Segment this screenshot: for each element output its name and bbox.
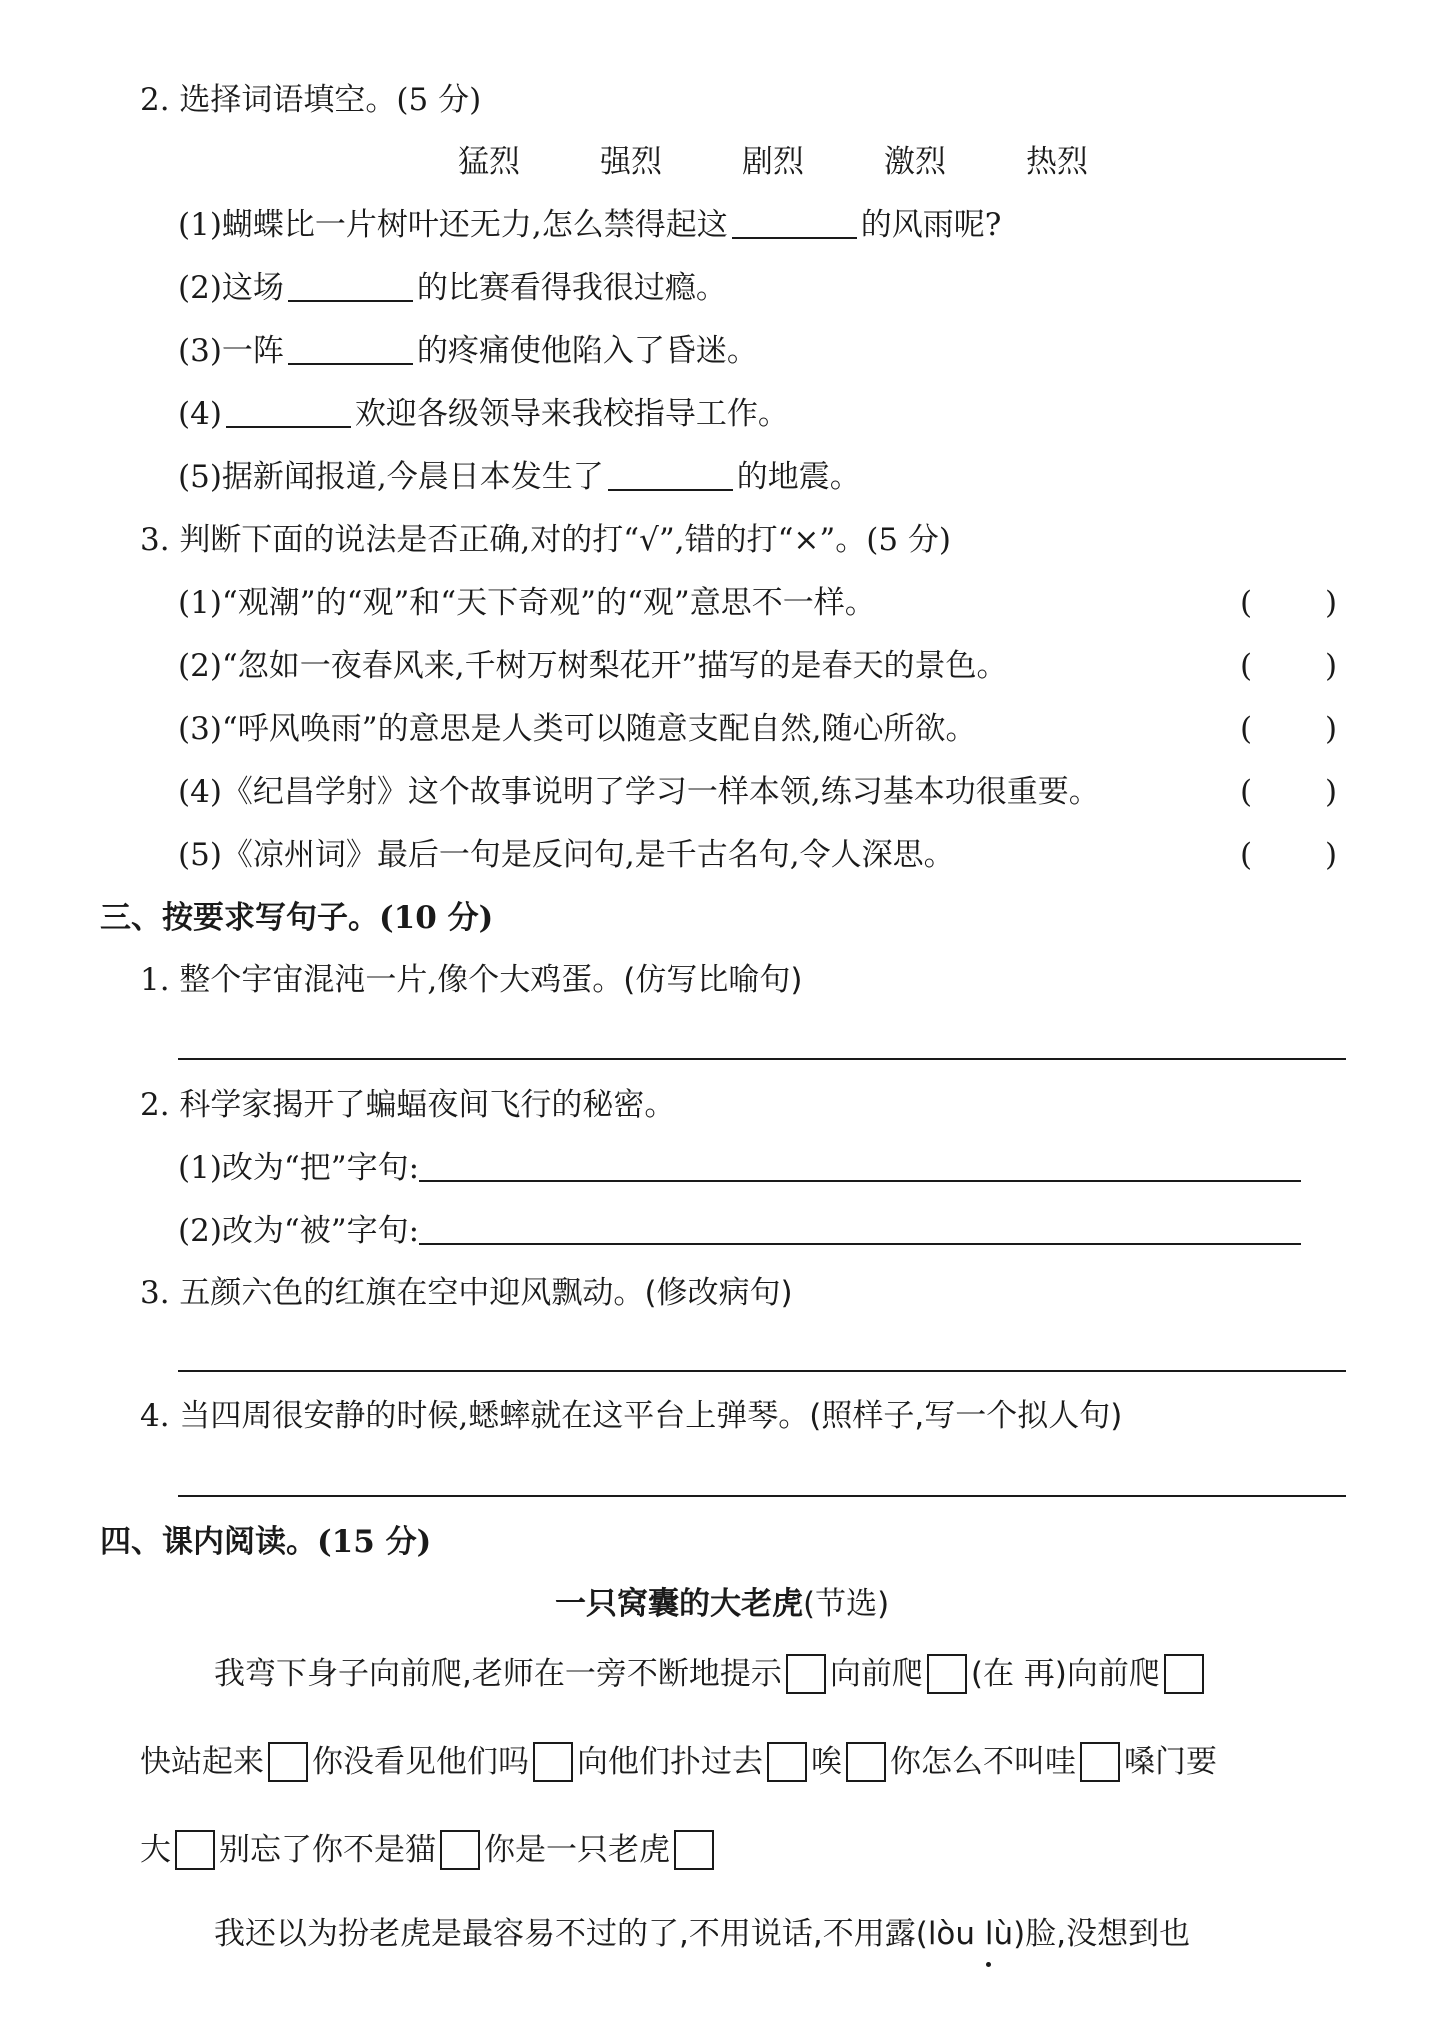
s3-q3: 3. 五颜六色的红旗在空中迎风飘动。(修改病句) xyxy=(140,1275,793,1311)
passage-title: 一只窝囊的大老虎(节选) xyxy=(555,1586,890,1622)
answer-box[interactable] xyxy=(1262,646,1320,686)
punctuation-box[interactable] xyxy=(846,1742,886,1782)
section-4-heading: 四、课内阅读。(15 分) xyxy=(100,1524,432,1560)
q3-heading: 3. 判断下面的说法是否正确,对的打“√”,错的打“×”。(5 分) xyxy=(140,522,952,558)
word-option: 强烈 xyxy=(600,144,662,180)
answer-paren-left: ( xyxy=(1240,837,1253,873)
word-option: 猛烈 xyxy=(458,144,520,180)
q2-item-1: (1)蝴蝶比一片树叶还无力,怎么禁得起这 的风雨呢? xyxy=(178,207,1002,243)
word-bank xyxy=(458,142,1168,182)
answer-paren-left: ( xyxy=(1240,585,1253,621)
q3-item-4: (4)《纪昌学射》这个故事说明了学习一样本领,练习基本功很重要。 xyxy=(178,774,1100,810)
passage-line-2: 快站起来 你没看见他们吗 向他们扑过去 唉 你怎么不叫哇 嗓门要 xyxy=(140,1744,1217,1780)
answer-box[interactable] xyxy=(1262,709,1320,749)
answer-paren-left: ( xyxy=(1240,774,1253,810)
q2-item-2: (2)这场 的比赛看得我很过瘾。 xyxy=(178,270,727,306)
fill-blank[interactable] xyxy=(608,459,733,491)
punctuation-box[interactable] xyxy=(674,1830,714,1870)
fill-blank[interactable] xyxy=(226,396,351,428)
passage-line-3: 大 别忘了你不是猫 你是一只老虎 xyxy=(140,1830,718,1870)
answer-box[interactable] xyxy=(1262,835,1320,875)
answer-paren-right: ) xyxy=(1325,837,1338,873)
answer-paren-left: ( xyxy=(1240,711,1253,747)
s3-q2: 2. 科学家揭开了蝙蝠夜间飞行的秘密。 xyxy=(140,1087,676,1123)
fill-blank[interactable] xyxy=(732,207,857,239)
answer-paren-right: ) xyxy=(1325,585,1338,621)
word-option: 剧烈 xyxy=(742,144,804,180)
fill-blank[interactable] xyxy=(288,270,413,302)
answer-box[interactable] xyxy=(1262,583,1320,623)
q2-item-3: (3)一阵 的疼痛使他陷入了昏迷。 xyxy=(178,333,758,369)
punctuation-box[interactable] xyxy=(767,1742,807,1782)
section-3-heading: 三、按要求写句子。(10 分) xyxy=(100,900,494,936)
q2-heading: 2. 选择词语填空。(5 分) xyxy=(140,82,482,118)
word-option: 激烈 xyxy=(884,144,946,180)
punctuation-box[interactable] xyxy=(1164,1654,1204,1694)
punctuation-box[interactable] xyxy=(1080,1742,1120,1782)
punctuation-box[interactable] xyxy=(927,1654,967,1694)
q3-item-2: (2)“忽如一夜春风来,千树万树梨花开”描写的是春天的景色。 xyxy=(178,648,1008,684)
punctuation-box[interactable] xyxy=(786,1654,826,1694)
answer-box[interactable] xyxy=(1262,772,1320,812)
answer-paren-right: ) xyxy=(1325,711,1338,747)
s3-q1: 1. 整个宇宙混沌一片,像个大鸡蛋。(仿写比喻句) xyxy=(140,962,803,998)
s3-q2-a: (1)改为“把”字句: xyxy=(178,1148,1301,1188)
punctuation-box[interactable] xyxy=(268,1742,308,1782)
punctuation-box[interactable] xyxy=(533,1742,573,1782)
answer-line[interactable] xyxy=(178,1495,1346,1497)
q3-item-5: (5)《凉州词》最后一句是反问句,是千古名句,令人深思。 xyxy=(178,837,955,873)
s3-q4: 4. 当四周很安静的时候,蟋蟀就在这平台上弹琴。(照样子,写一个拟人句) xyxy=(140,1398,1123,1434)
q3-item-1: (1)“观潮”的“观”和“天下奇观”的“观”意思不一样。 xyxy=(178,585,876,621)
q2-item-4: (4) 欢迎各级领导来我校指导工作。 xyxy=(178,396,789,432)
s3-q2-b: (2)改为“被”字句: xyxy=(178,1211,1301,1251)
q3-item-3: (3)“呼风唤雨”的意思是人类可以随意支配自然,随心所欲。 xyxy=(178,711,977,747)
word-option: 热烈 xyxy=(1026,144,1088,180)
q2-item-5: (5)据新闻报道,今晨日本发生了 的地震。 xyxy=(178,459,861,495)
answer-paren-left: ( xyxy=(1240,648,1253,684)
answer-line[interactable] xyxy=(178,1370,1346,1372)
answer-line[interactable] xyxy=(419,1150,1301,1182)
answer-paren-right: ) xyxy=(1325,648,1338,684)
emphasis-dot xyxy=(986,1962,991,1967)
answer-paren-right: ) xyxy=(1325,774,1338,810)
fill-blank[interactable] xyxy=(288,333,413,365)
passage-line-1: 我弯下身子向前爬,老师在一旁不断地提示 向前爬 (在 再)向前爬 xyxy=(214,1654,1208,1694)
answer-line[interactable] xyxy=(419,1213,1301,1245)
answer-line[interactable] xyxy=(178,1058,1346,1060)
passage-line-4: 我还以为扮老虎是最容易不过的了,不用说话,不用露(lòu lù)脸,没想到也 xyxy=(214,1916,1191,1952)
punctuation-box[interactable] xyxy=(440,1830,480,1870)
punctuation-box[interactable] xyxy=(175,1830,215,1870)
